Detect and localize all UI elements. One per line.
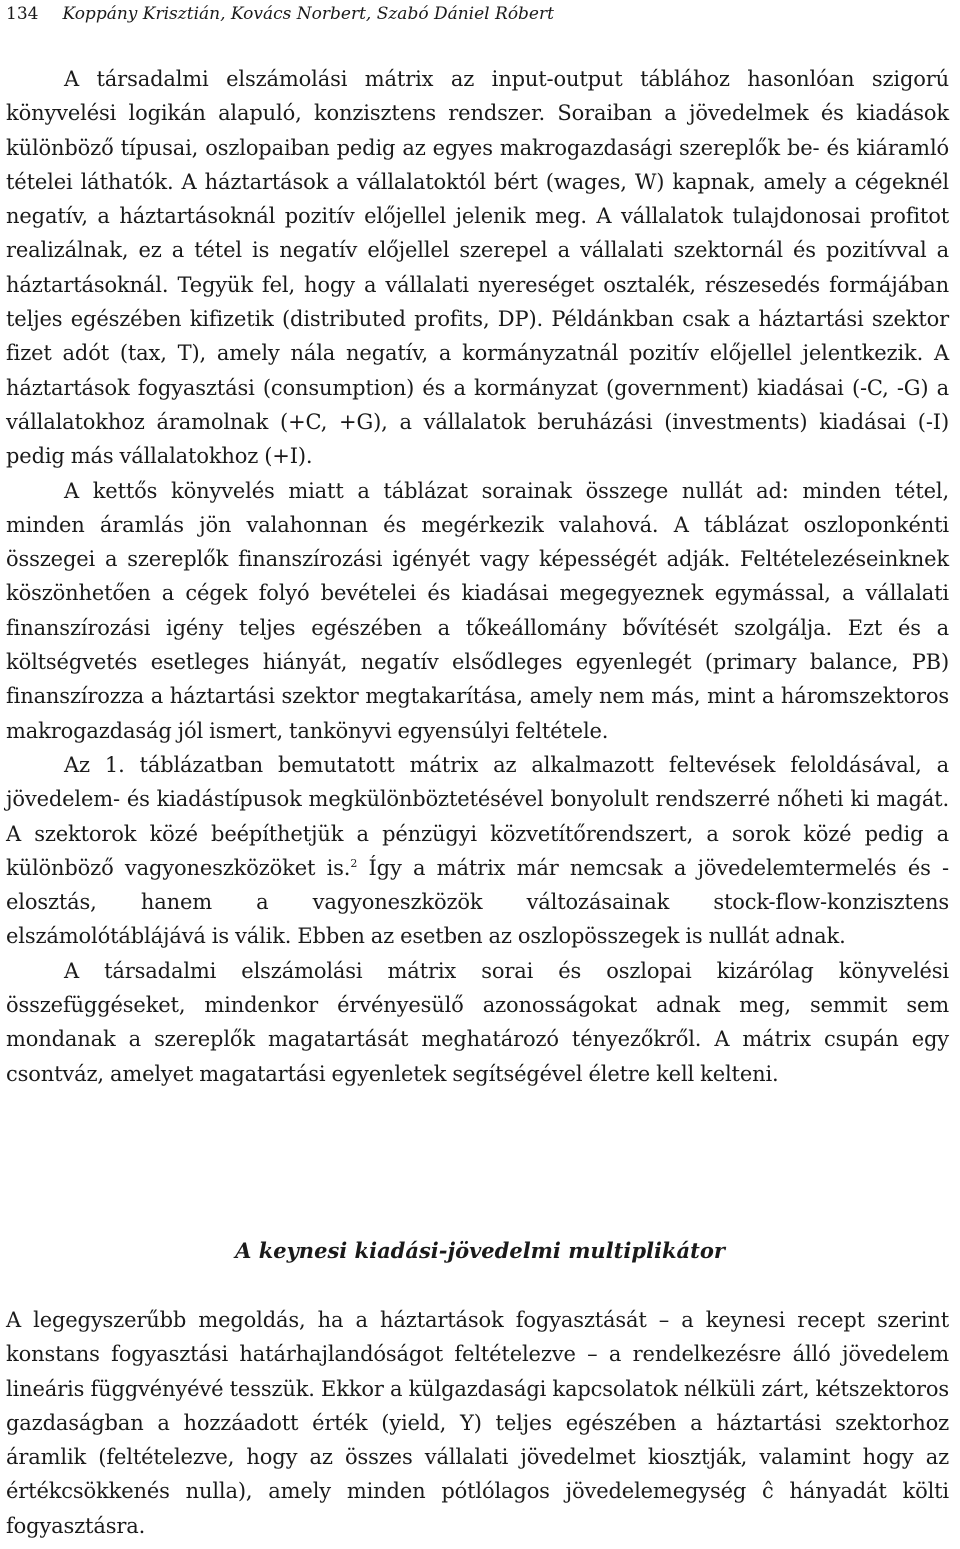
section-heading: A keynesi kiadási-jövedelmi multiplikátor [235, 1238, 725, 1263]
paragraph: A társadalmi elszámolási mátrix sorai és oszlopai kizárólag könyvelési összefüggéseket, mindenkor érvényesülő azonosságokat adnak meg, semmit sem mondanak a szereplők magatartását meghatározó tényezőkről. A mátrix csupán egy csontváz, amelyet magatartási egyenletek segítségével életre kell kelteni. [6, 958, 949, 1086]
paragraph-text: Az 1. táblázatban bemutatott mátrix az alkalmazott feltevések feloldásával, a jövedelem- és kiadástípusok megkülönböztetésével bonyolult rendszerré nőheti ki magát. A szektorok közé beépíthetjük a pénzügyi közvetítőrendszert, a sorok közé pedig a különböző vagyoneszközöket is. [6, 752, 949, 880]
paragraph [6, 748, 949, 954]
footnote-reference[interactable]: 2 [350, 856, 358, 870]
page-number: 134 [6, 4, 39, 24]
paragraph-text: Így a mátrix már nemcsak a jövedelemtermelés és -elosztás, hanem a vagyoneszközök változásainak stock-flow-konzisztens elszámolótáblájává is válik. Ebben az esetben az oszlopösszegek is nullát adnak. [6, 855, 950, 949]
main-text [6, 62, 949, 1091]
paragraph: A társadalmi elszámolási mátrix az input-output táblához hasonlóan szigorú könyvelési logikán alapuló, konzisztens rendszer. Soraiban a jövedelmek és kiadások különböző típusai, oszlopaiban pedig az egyes makrogazdasági szereplők be- és kiáramló tételei láthatók. A háztartások a vállalatoktól bért (wages, W) kapnak, amely a cégeknél negatív, a háztartásoknál pozitív előjellel jelenik meg. A vállalatok tulajdonosai profitot realizálnak, ez a tétel is negatív előjellel szerepel a vállalati szektornál és pozitívval a háztartásoknál. Tegyük fel, hogy a vállalati nyereséget osztalék, részesedés formájában teljes egészében kifizetik (distributed profits, DP). Példánkban csak a háztartási szektor fizet adót (tax, T), amely nála negatív, a kormányzatnál pozitív előjellel jelentkezik. A háztartások fogyasztási (consumption) és a kormányzat (government) kiadásai (-C, -G) a vállalatokhoz áramolnak (+C, +G), a vállalatok beruházási (investments) kiadásai (-I) pedig más vállalatokhoz (+I). [6, 67, 949, 469]
running-head-authors: Koppány Krisztián, Kovács Norbert, Szabó Dániel Róbert [62, 4, 554, 24]
paragraph: A legegyszerűbb megoldás, ha a háztartások fogyasztását – a keynesi recept szerint konstans fogyasztási határhajlandóságot feltételezve – a rendelkezésre álló jövedelem lineáris függvényévé tesszük. Ekkor a külgazdasági kapcsolatok nélküli zárt, kétszektoros gazdaságban a hozzáadott érték (yield, Y) teljes egészében a háztartási szektorhoz áramlik (feltételezve, hogy az összes vállalati jövedelmet kiosztják, valamint hogy az értékcsökkenés nulla), amely minden pótlólagos jövedelemegység ĉ hányadát költi fogyasztásra. [6, 1308, 949, 1538]
page-header [6, 0, 554, 28]
section-text [6, 1303, 949, 1543]
paragraph: A kettős könyvelés miatt a táblázat sorainak összege nullát ad: minden tétel, minden áramlás jön valahonnan és megérkezik valahová. A táblázat oszloponkénti összegei a szereplők finanszírozási igényét vagy képességét adják. Feltételezéseinknek köszönhetően a cégek folyó bevételei és kiadásai megegyeznek egymással, a vállalati finanszírozási igény teljes egészében a tőkeállomány bővítését szolgálja. Ezt és a költségvetés esetleges hiányát, negatív elsődleges egyenlegét (primary balance, PB) finanszírozza a háztartási szektor megtakarítása, amely nem más, mint a háromszektoros makrogazdaság jól ismert, tankönyvi egyensúlyi feltétele. [6, 478, 949, 743]
